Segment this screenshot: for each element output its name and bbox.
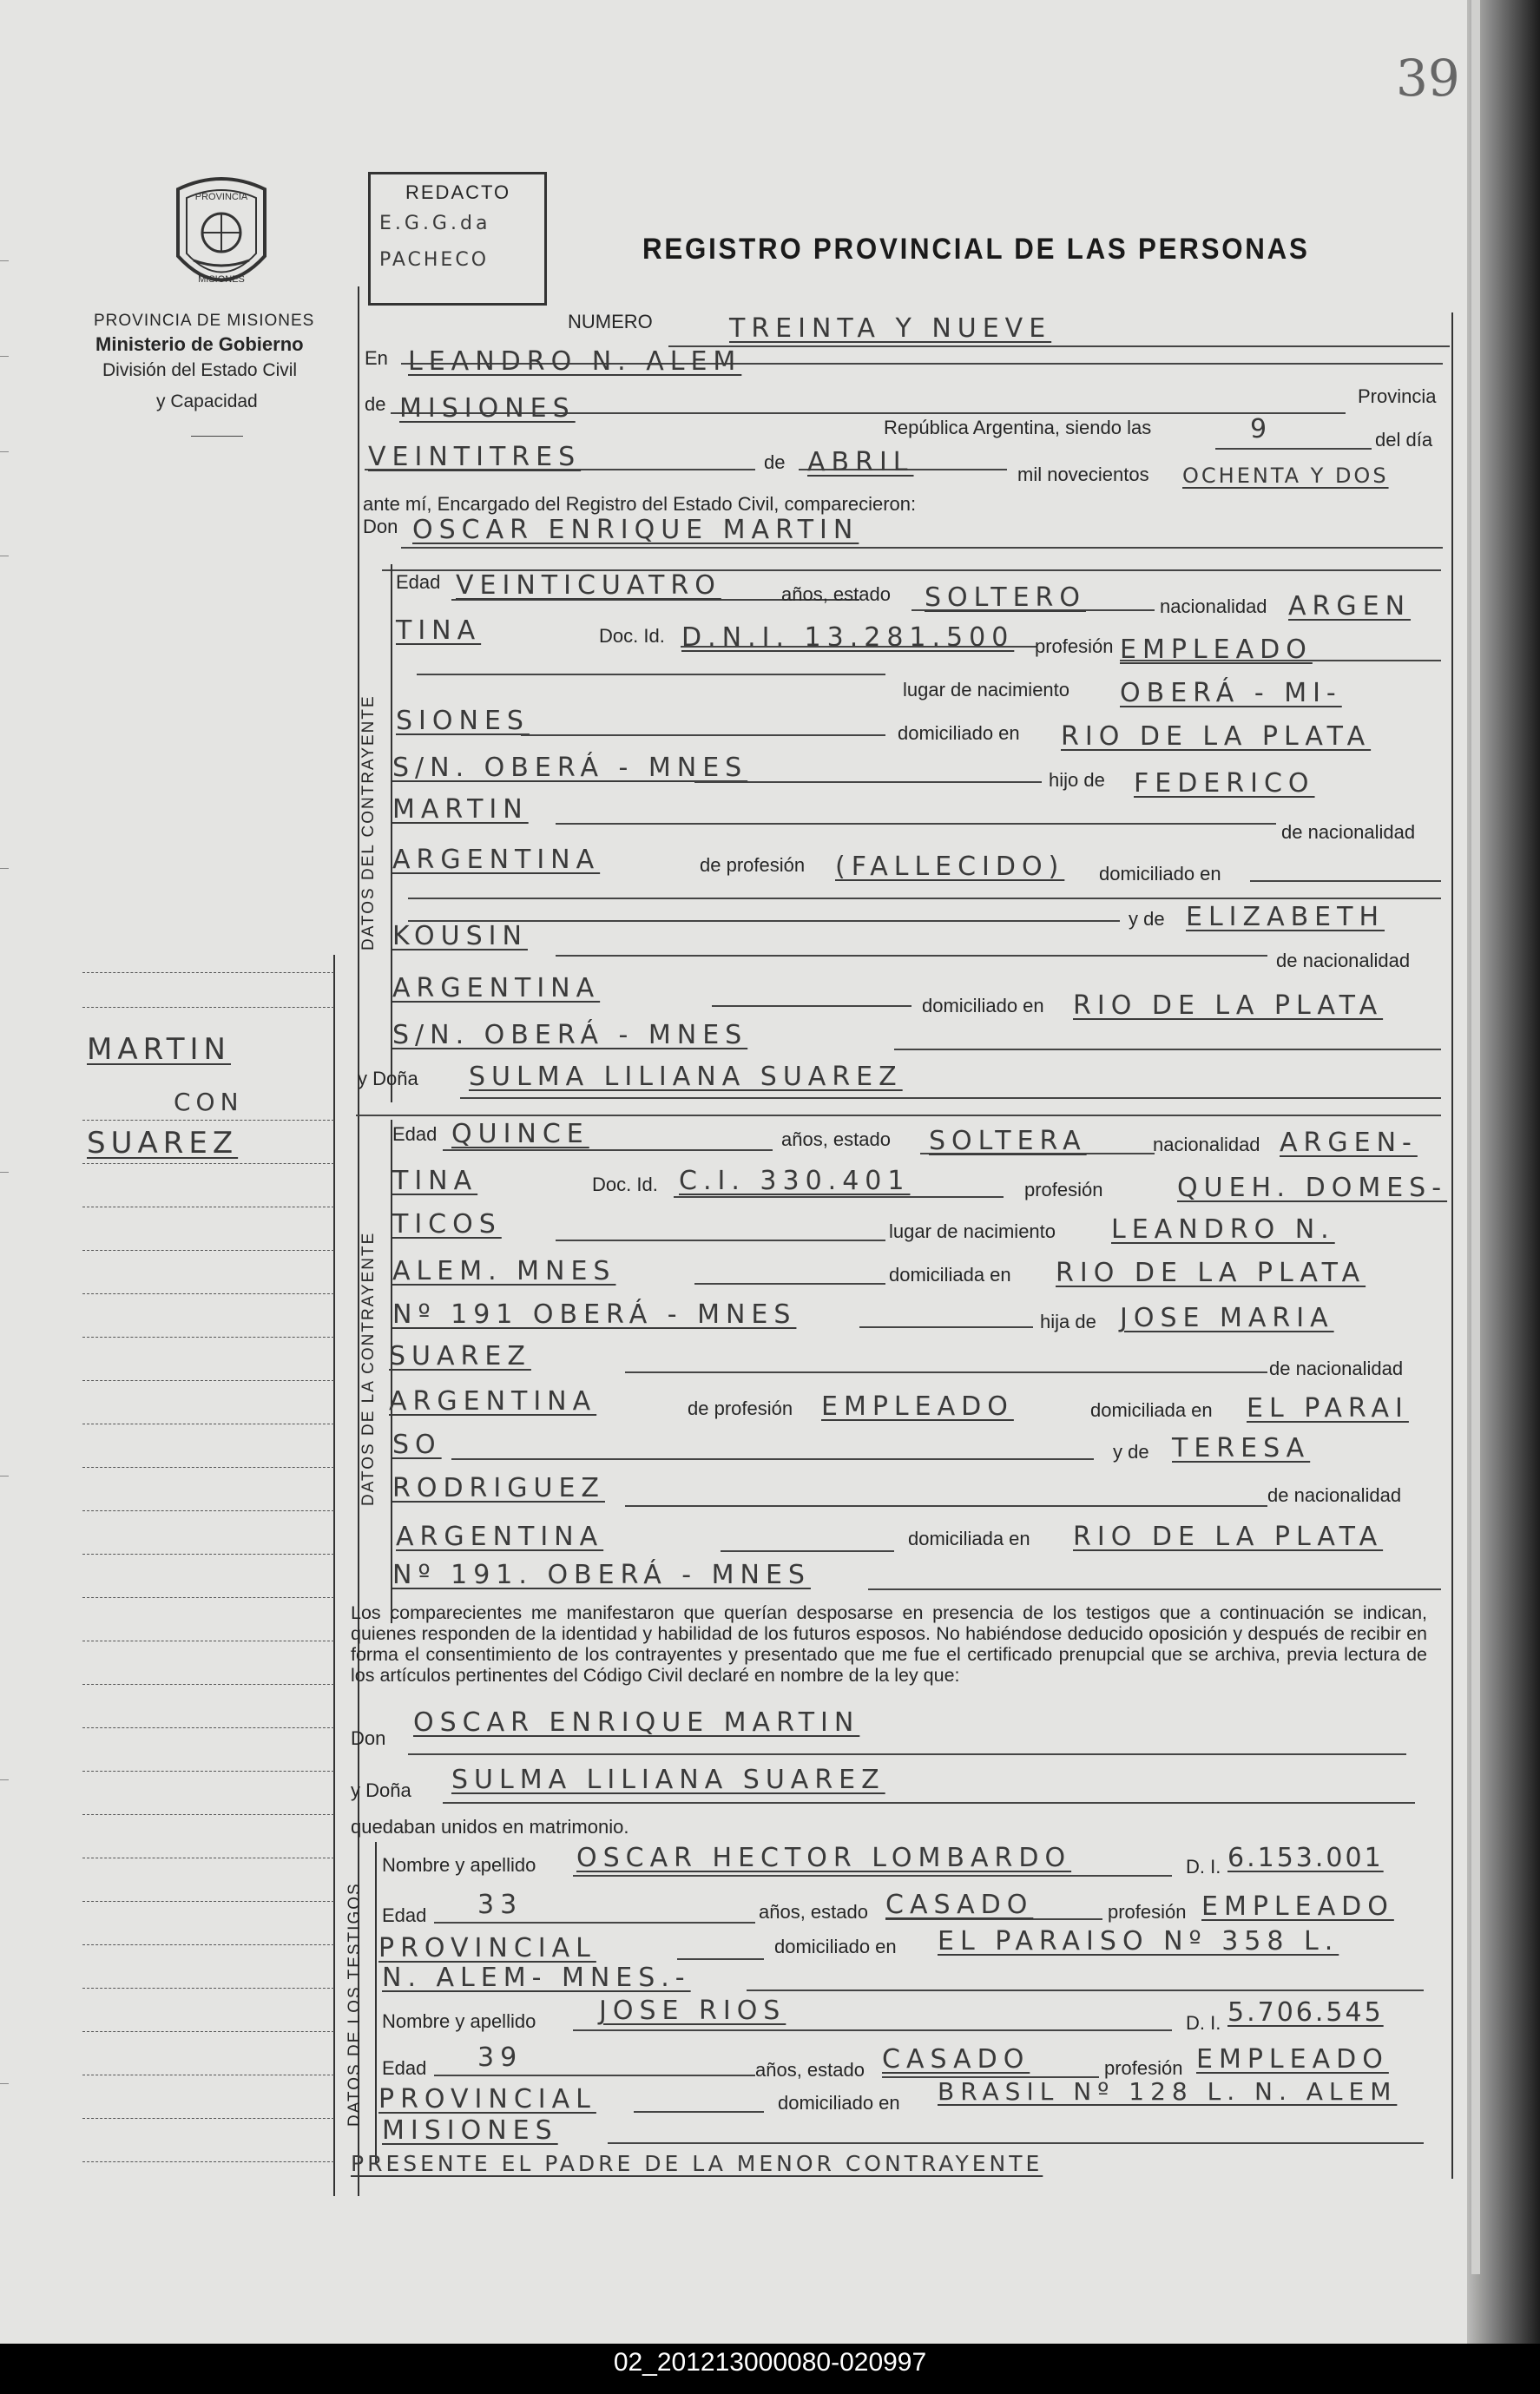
de-mes-label: de xyxy=(764,451,786,473)
field-line xyxy=(434,2075,755,2076)
margin-rule xyxy=(82,972,334,973)
contrayenta-nacionalidad-1: ARGEN- xyxy=(1280,1128,1418,1158)
dona-label: y Doña xyxy=(358,1068,418,1089)
doc-label: Doc. Id. xyxy=(599,625,665,647)
contrayenta-nacionalidad-2: TINA xyxy=(392,1166,478,1196)
margin-rule xyxy=(82,1814,334,1815)
hijo-label: hijo de xyxy=(1049,769,1105,791)
page-title: REGISTRO PROVINCIAL DE LAS PERSONAS xyxy=(642,233,1310,266)
contrayente-lugar-2: SIONES xyxy=(396,706,530,736)
t1-anos-estado-label: años, estado xyxy=(759,1901,868,1923)
t2-profesion-1: EMPLEADO xyxy=(1196,2044,1389,2075)
y-de-label: y de xyxy=(1129,908,1165,930)
field-line xyxy=(694,1283,885,1285)
dona-value: SULMA LILIANA SUAREZ xyxy=(469,1062,903,1092)
field-line xyxy=(556,955,1267,957)
en-label: En xyxy=(365,347,388,369)
t2-di: 5.706.545 xyxy=(1227,1997,1384,2028)
redacto-line-1: E.G.G.da xyxy=(379,213,491,234)
bottom-note: PRESENTE EL PADRE DE LA MENOR CONTRAYENTE xyxy=(351,2151,1043,2176)
seal-bottom-text: MISIONES xyxy=(198,274,245,285)
margin-rule xyxy=(82,1901,334,1902)
field-line xyxy=(677,1958,764,1960)
field-line xyxy=(721,1550,894,1552)
field-line xyxy=(556,1240,885,1241)
nacionalidad-label: nacionalidad xyxy=(1153,1134,1260,1155)
agency-line-2: Ministerio de Gobierno xyxy=(95,333,304,355)
field-line xyxy=(521,734,885,736)
de-label: de xyxy=(365,393,386,415)
margin-rule xyxy=(82,1510,334,1511)
contrayenta-madre-1: TERESA xyxy=(1172,1433,1311,1463)
union-closing: quedaban unidos en matrimonio. xyxy=(351,1816,629,1838)
margin-rule xyxy=(82,2161,334,2162)
hija-label: hija de xyxy=(1040,1311,1096,1332)
don-label: Don xyxy=(363,516,398,537)
field-line xyxy=(451,1458,1094,1460)
field-line xyxy=(694,781,1042,783)
edge-tick xyxy=(0,868,9,869)
t2-domicilio-2: MISIONES xyxy=(382,2115,558,2146)
contrayenta-estado: SOLTERA xyxy=(929,1126,1087,1156)
contrayente-section-label: DATOS DEL CONTRAYENTE xyxy=(359,694,378,950)
margin-rule xyxy=(82,1597,334,1598)
numero-line xyxy=(668,345,1450,347)
contrayenta-lugar-2: ALEM. MNES xyxy=(392,1256,616,1286)
field-line xyxy=(573,2029,1172,2031)
contrayenta-edad: QUINCE xyxy=(451,1119,589,1149)
edge-tick xyxy=(0,356,9,357)
contrayente-padre-1: FEDERICO xyxy=(1134,768,1315,799)
ante-mi-text: ante mí, Encargado del Registro del Estado Civil, comparecieron: xyxy=(363,493,917,515)
margin-rule xyxy=(82,1467,334,1468)
margin-note-line-2: CON xyxy=(174,1088,244,1116)
t2-edad-label: Edad xyxy=(382,2057,427,2079)
book-binding-edge xyxy=(1471,0,1480,2274)
agency-line-3: División del Estado Civil xyxy=(102,360,298,380)
margin-rule xyxy=(82,1337,334,1338)
rule xyxy=(356,1115,1441,1116)
edge-tick xyxy=(0,1172,9,1173)
anio-value: OCHENTA Y DOS xyxy=(1182,464,1389,488)
t2-domicilio-1: BRASIL Nº 128 L. N. ALEM xyxy=(938,2077,1398,2106)
t1-profesion-1: EMPLEADO xyxy=(1201,1891,1394,1922)
contrayenta-lugar-1: LEANDRO N. xyxy=(1111,1214,1335,1245)
redacto-line-2: PACHECO xyxy=(379,249,490,271)
de-value: MISIONES xyxy=(399,393,576,424)
union-dona-label: y Doña xyxy=(351,1779,411,1801)
contrayenta-domicilio-2: Nº 191 OBERÁ - MNES xyxy=(392,1299,797,1330)
madre-dom-label: domiciliada en xyxy=(908,1528,1030,1549)
margin-rule xyxy=(82,1988,334,1989)
mil-label: mil novecientos xyxy=(1017,464,1149,485)
nacionalidad-label: nacionalidad xyxy=(1160,595,1267,617)
contrayente-madre-dom-1: RIO DE LA PLATA xyxy=(1073,990,1384,1021)
statement-paragraph: Los comparecientes me manifestaron que querían desposarse en presencia de los testigos que a continuación se indican, quienes responden de la identidad y habilidad de los futuros esposos. No habiéndose deducido oposición y después de recibir en forma el consentimiento de los contrayentes y presentado que me fue el certificado prenupcial que se archiva, previa lectura de los artículos pertinentes del Código Civil declaré en nombre de la ley que: xyxy=(351,1602,1427,1686)
union-dona-line xyxy=(443,1802,1415,1804)
contrayenta-madre-dom-2: Nº 191. OBERÁ - MNES xyxy=(392,1560,811,1590)
margin-note-line-1: MARTIN xyxy=(87,1032,231,1067)
margin-rule xyxy=(82,1727,334,1728)
margin-rule xyxy=(82,1163,334,1164)
union-don-label: Don xyxy=(351,1727,386,1749)
margin-rule xyxy=(82,1293,334,1294)
field-line xyxy=(556,823,1276,825)
t1-domicilio-1: EL PARAISO Nº 358 L. xyxy=(938,1926,1339,1957)
contrayente-profesion: EMPLEADO xyxy=(1120,635,1313,665)
contrayente-madre-1: ELIZABETH xyxy=(1186,902,1385,932)
dia-value: VEINTITRES xyxy=(368,442,582,472)
t1-profesion-2: PROVINCIAL xyxy=(378,1933,596,1963)
margin-rule xyxy=(82,1380,334,1381)
t1-domicilio-2: N. ALEM- MNES.- xyxy=(382,1963,691,1993)
anos-estado-label: años, estado xyxy=(781,1128,891,1150)
margin-rule xyxy=(82,1250,334,1251)
field-line xyxy=(573,1875,1172,1877)
margin-rule xyxy=(82,1771,334,1772)
t2-profesion-2: PROVINCIAL xyxy=(378,2084,596,2114)
t2-estado: CASADO xyxy=(882,2044,1030,2075)
t2-nombre-label: Nombre y apellido xyxy=(382,2010,536,2032)
contrayente-madre-dom-2: S/N. OBERÁ - MNES xyxy=(392,1020,748,1050)
footer-image-id: 02_201213000080-020997 xyxy=(613,2348,927,2377)
field-line xyxy=(712,1005,911,1007)
t1-estado: CASADO xyxy=(885,1890,1034,1920)
edge-tick xyxy=(0,1779,9,1780)
field-line xyxy=(1250,880,1441,882)
contrayenta-domicilio-1: RIO DE LA PLATA xyxy=(1056,1258,1366,1288)
margin-note-line-3: SUAREZ xyxy=(87,1126,239,1161)
anos-estado-label: años, estado xyxy=(781,583,891,605)
field-line xyxy=(634,2111,764,2113)
margin-rule xyxy=(82,1120,334,1121)
margin-rule xyxy=(82,2031,334,2032)
contrayente-padre-prof: (FALLECIDO) xyxy=(835,852,1065,882)
de-nacionalidad-label: de nacionalidad xyxy=(1269,1358,1404,1379)
t1-di: 6.153.001 xyxy=(1227,1843,1384,1873)
field-line xyxy=(674,1196,1004,1198)
margin-rule xyxy=(82,1944,334,1945)
contrayenta-doc: C.I. 330.401 xyxy=(679,1166,911,1196)
field-line xyxy=(443,1149,773,1151)
contrayente-madre-2: KOUSIN xyxy=(392,921,528,951)
t2-di-label: D. I. xyxy=(1186,2012,1221,2034)
seal-top-text: PROVINCIA xyxy=(194,192,248,202)
mes-value: ABRIL xyxy=(807,447,914,477)
testigos-section-line xyxy=(375,1842,377,2163)
contrayenta-madre-2: RODRIGUEZ xyxy=(392,1473,605,1503)
testigos-section-label: DATOS DE LOS TESTIGOS xyxy=(346,1882,364,2127)
contrayente-padre-2: MARTIN xyxy=(392,794,529,825)
margin-rule xyxy=(82,1554,334,1555)
agency-line-4: y Capacidad xyxy=(156,391,258,411)
margin-rule xyxy=(82,1684,334,1685)
field-line xyxy=(747,1990,1424,1991)
field-line xyxy=(408,898,1441,899)
de-profesion-label: de profesión xyxy=(688,1398,793,1419)
t2-edad: 39 xyxy=(477,2042,523,2073)
contrayenta-padre-nac: ARGENTINA xyxy=(389,1386,597,1417)
field-line xyxy=(894,1049,1441,1050)
en-value: LEANDRO N. ALEM xyxy=(408,346,742,377)
t1-edad: 33 xyxy=(477,1890,523,1920)
don-value: OSCAR ENRIQUE MARTIN xyxy=(412,515,859,545)
madre-nac-label: de nacionalidad xyxy=(1267,1484,1402,1506)
contrayenta-padre-dom-1: EL PARAI xyxy=(1247,1393,1409,1424)
contrayente-lugar-1: OBERÁ - MI- xyxy=(1120,678,1342,708)
field-line xyxy=(859,1326,1033,1328)
t1-domicilio-label: domiciliado en xyxy=(774,1936,897,1957)
padre-dom-label: domiciliada en xyxy=(1090,1399,1213,1421)
agency-rule xyxy=(191,436,243,437)
field-line xyxy=(434,1922,755,1924)
edad-label: Edad xyxy=(392,1123,438,1145)
contrayente-domicilio-2: S/N. OBERÁ - MNES xyxy=(392,753,748,783)
t1-edad-label: Edad xyxy=(382,1904,427,1926)
profesion-label: profesión xyxy=(1024,1179,1103,1200)
contrayenta-section-label: DATOS DE LA CONTRAYENTE xyxy=(359,1231,378,1506)
margin-rule xyxy=(82,1007,334,1008)
contrayenta-padre-1: JOSE MARIA xyxy=(1120,1303,1334,1333)
provincia-label: Provincia xyxy=(1358,385,1437,407)
edge-tick xyxy=(0,1476,9,1477)
contrayenta-profesion-2: TICOS xyxy=(392,1209,502,1240)
contrayente-estado: SOLTERO xyxy=(925,582,1086,613)
contrayente-madre-nac: ARGENTINA xyxy=(392,973,601,1003)
union-dona-value: SULMA LILIANA SUAREZ xyxy=(451,1765,885,1795)
contrayente-doc: D.N.I. 13.281.500 xyxy=(681,622,1015,653)
contrayente-padre-nac: ARGENTINA xyxy=(392,845,601,875)
t2-profesion-label: profesión xyxy=(1104,2057,1183,2079)
contrayente-edad: VEINTICUATRO xyxy=(456,570,721,601)
t2-anos-estado-label: años, estado xyxy=(755,2059,865,2081)
t1-nombre: OSCAR HECTOR LOMBARDO xyxy=(576,1843,1072,1873)
contrayenta-padre-prof: EMPLEADO xyxy=(821,1391,1014,1422)
contrayenta-padre-2: SUAREZ xyxy=(389,1341,531,1371)
hora-line xyxy=(1215,448,1372,450)
redacto-box xyxy=(368,172,547,306)
profesion-label: profesión xyxy=(1035,635,1114,657)
contrayente-nacionalidad-2: TINA xyxy=(396,615,482,646)
t2-nombre: JOSE RIOS xyxy=(599,1996,786,2026)
contrayenta-madre-nac: ARGENTINA xyxy=(396,1522,604,1552)
y-de-label: y de xyxy=(1113,1441,1149,1463)
del-dia-label: del día xyxy=(1375,429,1433,451)
hora-value: 9 xyxy=(1250,414,1273,444)
field-line xyxy=(868,1588,1441,1590)
lugar-label: lugar de nacimiento xyxy=(903,679,1070,700)
edad-label: Edad xyxy=(396,571,441,593)
t2-domicilio-label: domiciliado en xyxy=(778,2092,900,2114)
provincial-seal-icon xyxy=(161,174,282,304)
dona-line xyxy=(460,1097,1441,1099)
don-line xyxy=(401,547,1443,549)
edge-tick xyxy=(0,451,9,452)
domicilio-label: domiciliada en xyxy=(889,1264,1011,1286)
t1-di-label: D. I. xyxy=(1186,1856,1221,1878)
contrayenta-madre-dom-1: RIO DE LA PLATA xyxy=(1073,1522,1384,1552)
madre-dom-label: domiciliado en xyxy=(922,995,1044,1016)
margin-rule xyxy=(82,2118,334,2119)
padre-dom-label: domiciliado en xyxy=(1099,863,1221,885)
republica-label: República Argentina, siendo las xyxy=(884,417,1152,438)
numero-label: NUMERO xyxy=(568,311,653,332)
t1-nombre-label: Nombre y apellido xyxy=(382,1854,536,1876)
agency-line-1: PROVINCIA DE MISIONES xyxy=(94,312,315,330)
numero-value: TREINTA Y NUEVE xyxy=(729,313,1052,344)
union-don-value: OSCAR ENRIQUE MARTIN xyxy=(413,1707,860,1738)
page-number: 39 xyxy=(1396,49,1460,108)
madre-nac-label: de nacionalidad xyxy=(1276,950,1411,971)
field-line xyxy=(417,674,885,675)
field-line xyxy=(625,1505,1267,1507)
contrayenta-padre-dom-2: SO xyxy=(392,1430,442,1460)
t1-profesion-label: profesión xyxy=(1108,1901,1187,1923)
frame-right-line xyxy=(1451,312,1453,2179)
edge-tick xyxy=(0,260,9,261)
frame-margin-line xyxy=(333,955,335,2196)
doc-label: Doc. Id. xyxy=(592,1174,658,1195)
de-profesion-label: de profesión xyxy=(700,854,806,876)
domicilio-label: domiciliado en xyxy=(898,722,1020,744)
contrayenta-profesion-1: QUEH. DOMES- xyxy=(1177,1173,1448,1203)
edge-tick xyxy=(0,2083,9,2084)
contrayente-domicilio-1: RIO DE LA PLATA xyxy=(1061,721,1372,752)
field-line xyxy=(608,2142,1424,2144)
field-line xyxy=(625,1371,1267,1373)
union-don-line xyxy=(408,1753,1406,1755)
lugar-label: lugar de nacimiento xyxy=(889,1220,1056,1242)
contrayente-nacionalidad-1: ARGEN xyxy=(1288,591,1412,622)
redacto-label: REDACTO xyxy=(405,181,511,203)
de-nacionalidad-label: de nacionalidad xyxy=(1281,821,1416,843)
